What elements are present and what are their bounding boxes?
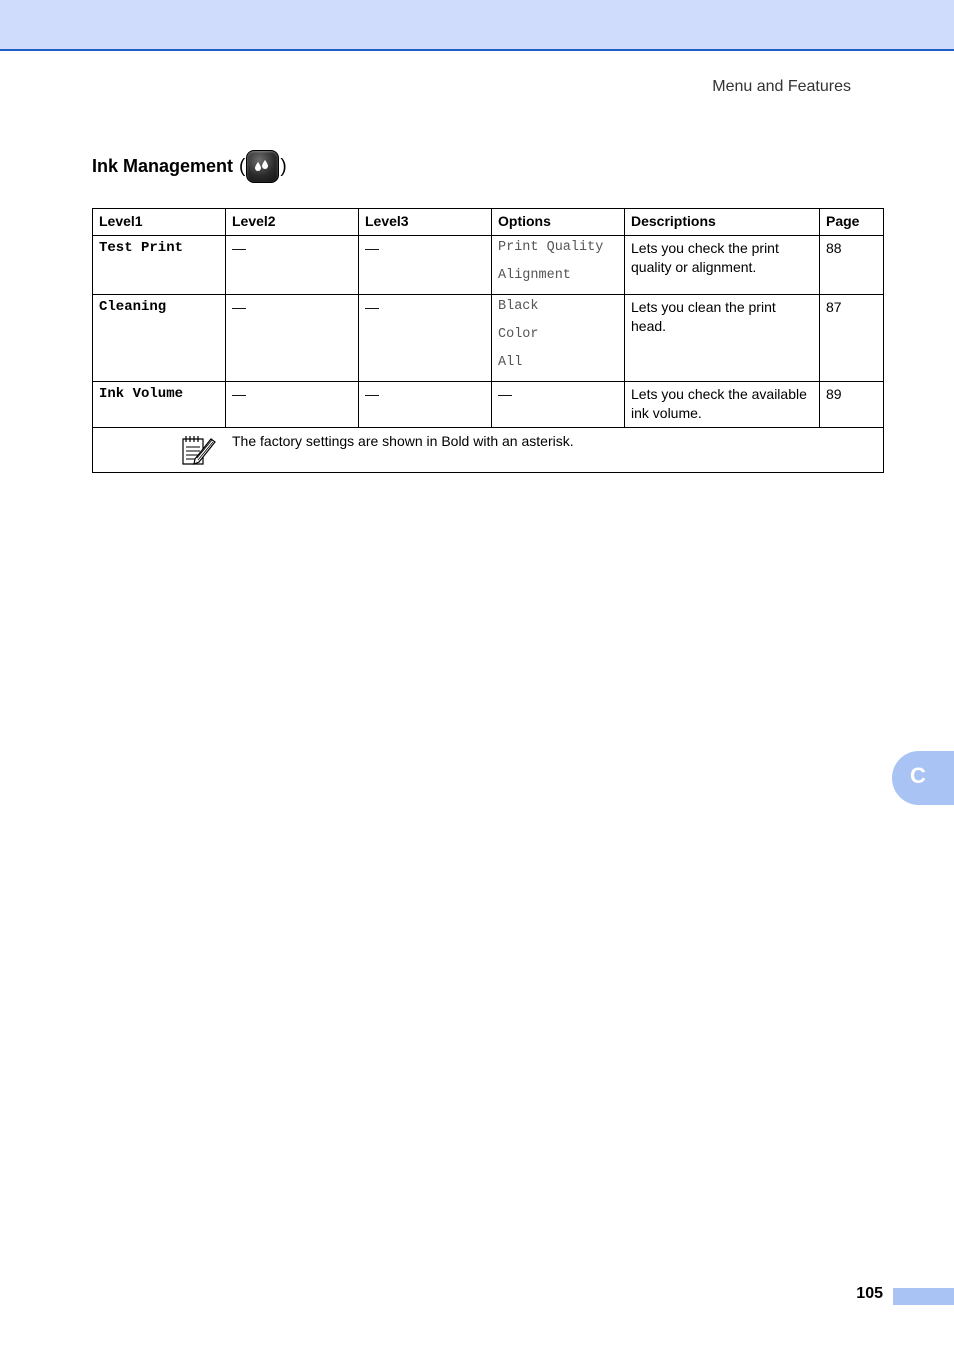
footer-bar	[893, 1288, 954, 1305]
note-pencil-icon	[181, 433, 217, 472]
page-cell: 88	[820, 236, 884, 295]
table-header-row	[93, 209, 884, 236]
table-row	[93, 295, 884, 382]
column-header: Page	[820, 209, 884, 236]
section-title-text: Ink Management	[92, 156, 234, 176]
level2-cell: —	[226, 295, 359, 382]
options-cell: —	[492, 382, 625, 428]
paren-open: (	[239, 155, 246, 177]
column-header: Level3	[359, 209, 492, 236]
header-band	[0, 0, 954, 51]
chapter-tab	[892, 751, 954, 805]
option-item: Alignment	[498, 268, 571, 283]
page-cell: 87	[820, 295, 884, 382]
column-header: Descriptions	[625, 209, 820, 236]
chapter-tab-letter: C	[910, 763, 926, 788]
description-cell: Lets you check the available ink volume.	[625, 382, 820, 428]
level2-cell: —	[226, 382, 359, 428]
table-row	[93, 382, 884, 428]
level1-cell: Ink Volume	[93, 382, 226, 428]
page-cell: 89	[820, 382, 884, 428]
option-item: All	[498, 355, 523, 370]
note-text: The factory settings are shown in Bold with an asterisk.	[232, 433, 574, 449]
level1-cell: Test Print	[93, 236, 226, 295]
level3-cell: —	[359, 295, 492, 382]
page-number: 105	[856, 1285, 883, 1302]
level3-cell: —	[359, 382, 492, 428]
option-item: Color	[498, 327, 539, 342]
options-cell	[492, 295, 625, 382]
note-cell	[93, 428, 884, 473]
ink-management-table	[92, 208, 884, 473]
note-row	[93, 428, 884, 473]
level3-cell: —	[359, 236, 492, 295]
column-header: Level1	[93, 209, 226, 236]
section-title	[92, 150, 287, 183]
column-header: Level2	[226, 209, 359, 236]
option-item: Print Quality	[498, 240, 604, 255]
level1-cell: Cleaning	[93, 295, 226, 382]
table-row	[93, 236, 884, 295]
description-cell: Lets you clean the print head.	[625, 295, 820, 382]
level2-cell: —	[226, 236, 359, 295]
description-cell: Lets you check the print quality or alignment.	[625, 236, 820, 295]
column-header: Options	[492, 209, 625, 236]
paren-close: )	[280, 155, 287, 177]
options-cell	[492, 236, 625, 295]
ink-drop-key-icon	[246, 150, 279, 183]
option-item: Black	[498, 299, 539, 314]
running-head: Menu and Features	[712, 78, 851, 95]
